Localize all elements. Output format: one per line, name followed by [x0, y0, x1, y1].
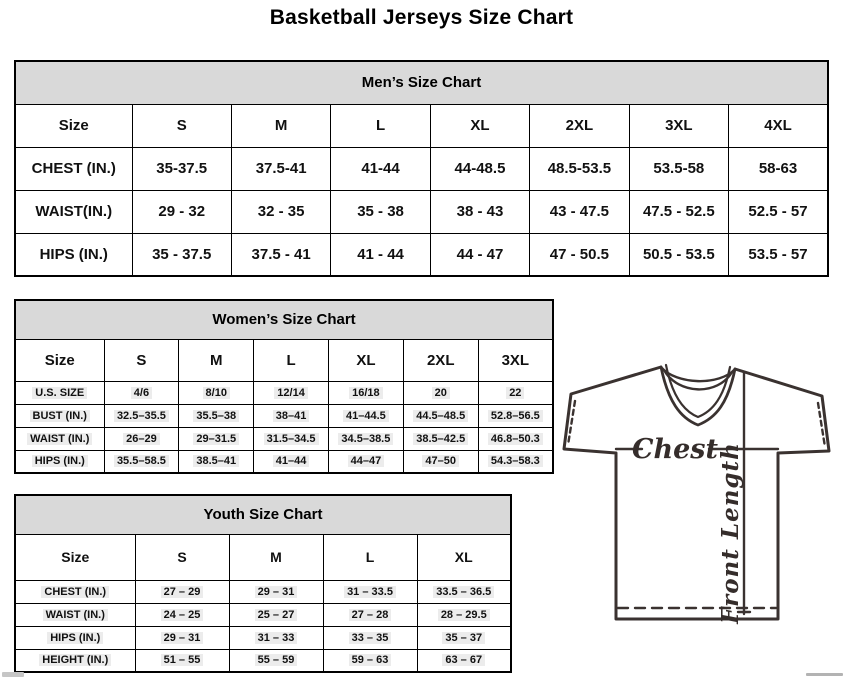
value-cell: 8/10	[179, 381, 254, 404]
table-row	[15, 603, 511, 626]
value-cell: 27 – 28	[323, 603, 417, 626]
mens-size-chart-table	[14, 60, 829, 277]
table-row	[15, 233, 828, 276]
men-chart-title: Men’s Size Chart	[15, 61, 828, 104]
value-cell: 37.5 - 41	[231, 233, 330, 276]
value-cell: 41–44.5	[328, 404, 403, 427]
women-size-column-2XL: 2XL	[403, 339, 478, 381]
women-size-header-cell: Size	[15, 339, 104, 381]
value-cell: 35-37.5	[132, 147, 231, 190]
youth-size-chart-table	[14, 494, 512, 673]
value-cell: 37.5-41	[231, 147, 330, 190]
value-cell: 47–50	[403, 450, 478, 473]
row-label: WAIST (IN.)	[15, 603, 135, 626]
value-cell: 46.8–50.3	[478, 427, 553, 450]
table-row	[15, 649, 511, 672]
value-cell: 41 - 44	[331, 233, 430, 276]
row-label: WAIST (IN.)	[15, 427, 104, 450]
value-cell: 22	[478, 381, 553, 404]
table-row	[15, 580, 511, 603]
value-cell: 32.5–35.5	[104, 404, 179, 427]
row-label: HIPS (IN.)	[15, 233, 132, 276]
value-cell: 38 - 43	[430, 190, 529, 233]
value-cell: 44-48.5	[430, 147, 529, 190]
jersey-diagram	[558, 361, 840, 625]
youth-size-column-S: S	[135, 534, 229, 580]
value-cell: 20	[403, 381, 478, 404]
scrollbar-fragment-left[interactable]	[2, 672, 24, 677]
value-cell: 25 – 27	[229, 603, 323, 626]
value-cell: 12/14	[254, 381, 329, 404]
value-cell: 58-63	[729, 147, 828, 190]
youth-size-column-XL: XL	[417, 534, 511, 580]
youth-size-column-M: M	[229, 534, 323, 580]
women-size-column-L: L	[254, 339, 329, 381]
women-size-column-S: S	[104, 339, 179, 381]
value-cell: 43 - 47.5	[530, 190, 629, 233]
value-cell: 35.5–58.5	[104, 450, 179, 473]
value-cell: 59 – 63	[323, 649, 417, 672]
value-cell: 52.5 - 57	[729, 190, 828, 233]
value-cell: 4/6	[104, 381, 179, 404]
value-cell: 33.5 – 36.5	[417, 580, 511, 603]
row-label: CHEST (IN.)	[15, 580, 135, 603]
value-cell: 55 – 59	[229, 649, 323, 672]
value-cell: 54.3–58.3	[478, 450, 553, 473]
value-cell: 35.5–38	[179, 404, 254, 427]
value-cell: 29 – 31	[135, 626, 229, 649]
value-cell: 33 – 35	[323, 626, 417, 649]
front-length-label: Front Length	[717, 442, 744, 624]
value-cell: 35 - 37.5	[132, 233, 231, 276]
women-size-column-XL: XL	[328, 339, 403, 381]
table-row	[15, 147, 828, 190]
table-row	[15, 404, 553, 427]
value-cell: 53.5 - 57	[729, 233, 828, 276]
men-size-column-S: S	[132, 104, 231, 147]
table-row	[15, 427, 553, 450]
men-size-column-4XL: 4XL	[729, 104, 828, 147]
men-size-column-M: M	[231, 104, 330, 147]
row-label: HIPS (IN.)	[15, 450, 104, 473]
value-cell: 24 – 25	[135, 603, 229, 626]
chest-label: Chest	[632, 434, 718, 465]
men-size-header-cell: Size	[15, 104, 132, 147]
page-title: Basketball Jerseys Size Chart	[269, 6, 574, 29]
row-label: U.S. SIZE	[15, 381, 104, 404]
value-cell: 31 – 33	[229, 626, 323, 649]
women-size-column-M: M	[179, 339, 254, 381]
value-cell: 38.5–42.5	[403, 427, 478, 450]
youth-chart-title: Youth Size Chart	[15, 495, 511, 534]
men-size-column-L: L	[331, 104, 430, 147]
row-label: HIPS (IN.)	[15, 626, 135, 649]
value-cell: 44–47	[328, 450, 403, 473]
value-cell: 63 – 67	[417, 649, 511, 672]
row-label: HEIGHT (IN.)	[15, 649, 135, 672]
table-row	[15, 381, 553, 404]
value-cell: 44 - 47	[430, 233, 529, 276]
value-cell: 51 – 55	[135, 649, 229, 672]
value-cell: 35 – 37	[417, 626, 511, 649]
value-cell: 29–31.5	[179, 427, 254, 450]
youth-size-header-cell: Size	[15, 534, 135, 580]
value-cell: 28 – 29.5	[417, 603, 511, 626]
value-cell: 32 - 35	[231, 190, 330, 233]
value-cell: 34.5–38.5	[328, 427, 403, 450]
men-size-column-2XL: 2XL	[530, 104, 629, 147]
value-cell: 47 - 50.5	[530, 233, 629, 276]
value-cell: 53.5-58	[629, 147, 728, 190]
value-cell: 31.5–34.5	[254, 427, 329, 450]
value-cell: 47.5 - 52.5	[629, 190, 728, 233]
value-cell: 44.5–48.5	[403, 404, 478, 427]
row-label: CHEST (IN.)	[15, 147, 132, 190]
value-cell: 26–29	[104, 427, 179, 450]
men-size-column-3XL: 3XL	[629, 104, 728, 147]
value-cell: 41–44	[254, 450, 329, 473]
scrollbar-fragment-right[interactable]	[806, 673, 843, 676]
value-cell: 29 - 32	[132, 190, 231, 233]
value-cell: 31 – 33.5	[323, 580, 417, 603]
row-label: BUST (IN.)	[15, 404, 104, 427]
value-cell: 38.5–41	[179, 450, 254, 473]
table-row	[15, 626, 511, 649]
value-cell: 48.5-53.5	[530, 147, 629, 190]
value-cell: 27 – 29	[135, 580, 229, 603]
men-size-column-XL: XL	[430, 104, 529, 147]
value-cell: 29 – 31	[229, 580, 323, 603]
womens-size-chart-table	[14, 299, 554, 474]
jersey-outline	[564, 367, 829, 619]
value-cell: 52.8–56.5	[478, 404, 553, 427]
value-cell: 41-44	[331, 147, 430, 190]
youth-size-column-L: L	[323, 534, 417, 580]
value-cell: 35 - 38	[331, 190, 430, 233]
women-size-column-3XL: 3XL	[478, 339, 553, 381]
value-cell: 16/18	[328, 381, 403, 404]
table-row	[15, 450, 553, 473]
jersey-diagram-svg	[558, 361, 840, 625]
value-cell: 50.5 - 53.5	[629, 233, 728, 276]
table-row	[15, 190, 828, 233]
row-label: WAIST(IN.)	[15, 190, 132, 233]
women-chart-title: Women’s Size Chart	[15, 300, 553, 339]
value-cell: 38–41	[254, 404, 329, 427]
